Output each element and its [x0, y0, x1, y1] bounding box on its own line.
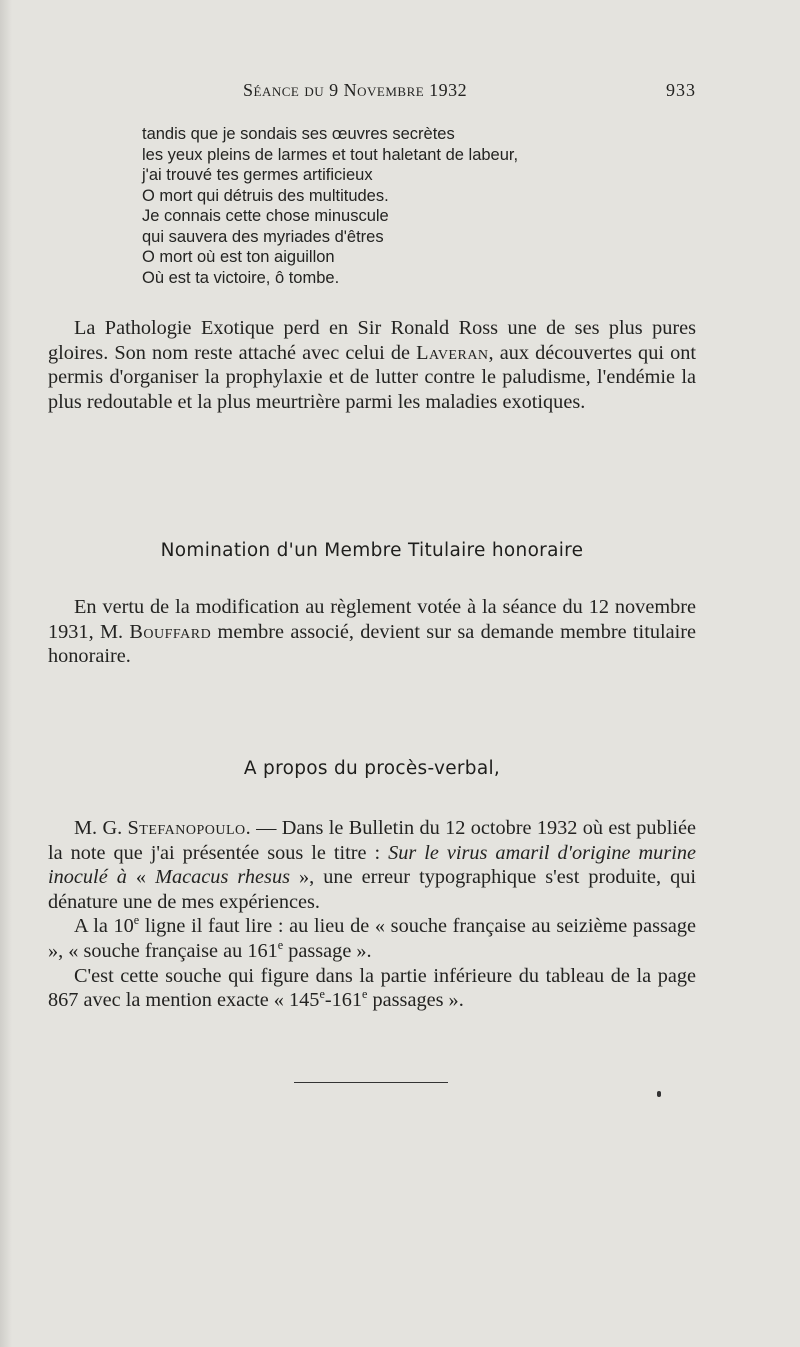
paragraph-text: . — Dans le Bulletin du 12 octobre 1932 où est publiée la note que j'ai présentée sous le titre : — [48, 817, 696, 864]
name-laveran: Laveran — [416, 341, 489, 364]
poem-line: j'ai trouvé tes germes artificieux — [142, 166, 373, 184]
paragraph-text: A la 10 — [74, 915, 134, 938]
section-heading-proces-verbal: A propos du procès-verbal, — [243, 758, 501, 779]
paragraph-text: passages ». — [367, 989, 464, 1012]
superscript: e — [277, 938, 284, 953]
paragraph-text: , aux découvertes qui ont permis d'organiser la prophylaxie et de lutter contre le paludisme, l'endémie la plus redoutable et la plus meurtrière parmi les maladies exotiques. — [48, 341, 696, 413]
poem-line: O mort où est ton aiguillon — [142, 248, 335, 266]
paragraph-text: La Pathologie Exotique perd en Sir Ronald Ross une de ses plus pures gloires. Son nom reste attaché avec celui de — [48, 317, 696, 364]
superscript: e — [319, 987, 325, 1002]
superscript: e — [362, 987, 368, 1002]
running-title: Séance du 9 Novembre 1932 — [243, 80, 468, 100]
poem-line: O mort qui détruis des multitudes. — [142, 186, 389, 205]
proces-verbal-text — [48, 816, 696, 1013]
nomination-paragraph — [48, 595, 696, 669]
end-rule — [294, 1082, 448, 1083]
section-heading-nomination: Nomination d'un Membre Titulaire honoraire — [160, 540, 584, 561]
page-number: 933 — [666, 80, 696, 100]
article-title: Sur le virus amaril d'origine murine inoculé à — [48, 841, 696, 889]
paragraph-text: ligne il faut lire : au lieu de « souche française au seizième passage », « souche française au 161 — [48, 915, 696, 962]
poem-quotation — [142, 124, 518, 288]
paragraph-text: -161 — [324, 989, 363, 1012]
paragraph-text: membre associé, devient sur sa demande membre titulaire honoraire. — [48, 620, 696, 668]
paragraph-text: », une erreur typographique s'est produite, qui dénature une de mes expériences. — [48, 866, 696, 913]
paragraph-text: C'est cette souche qui figure dans la partie inférieure du tableau de la page 867 avec la mention exacte « 145 — [48, 964, 696, 1012]
name-bouffard: Bouffard — [129, 620, 212, 643]
poem-line: Je connais cette chose minuscule — [142, 207, 389, 225]
poem-line: qui sauvera des myriades d'êtres — [142, 227, 384, 246]
quote-open: « — [126, 866, 156, 889]
superscript: e — [133, 913, 140, 928]
paragraph-text: En vertu de la modification au règlement votée à la séance du 12 novembre 1931, M. — [48, 596, 696, 643]
ross-tribute-paragraph — [48, 316, 696, 414]
species-name: Macacus rhesus — [155, 866, 290, 889]
poem-line: Où est ta victoire, ô tombe. — [142, 268, 340, 287]
author-prefix: M. G. — [74, 817, 128, 839]
poem-line: les yeux pleins de larmes et tout haletant de labeur, — [142, 145, 519, 164]
ink-dot — [657, 1091, 661, 1097]
page-edge — [0, 0, 12, 1347]
author-name: Stefanopoulo — [127, 817, 246, 839]
poem-line: tandis que je sondais ses œuvres secrètes — [142, 125, 455, 143]
paragraph-text: passage ». — [283, 939, 372, 962]
